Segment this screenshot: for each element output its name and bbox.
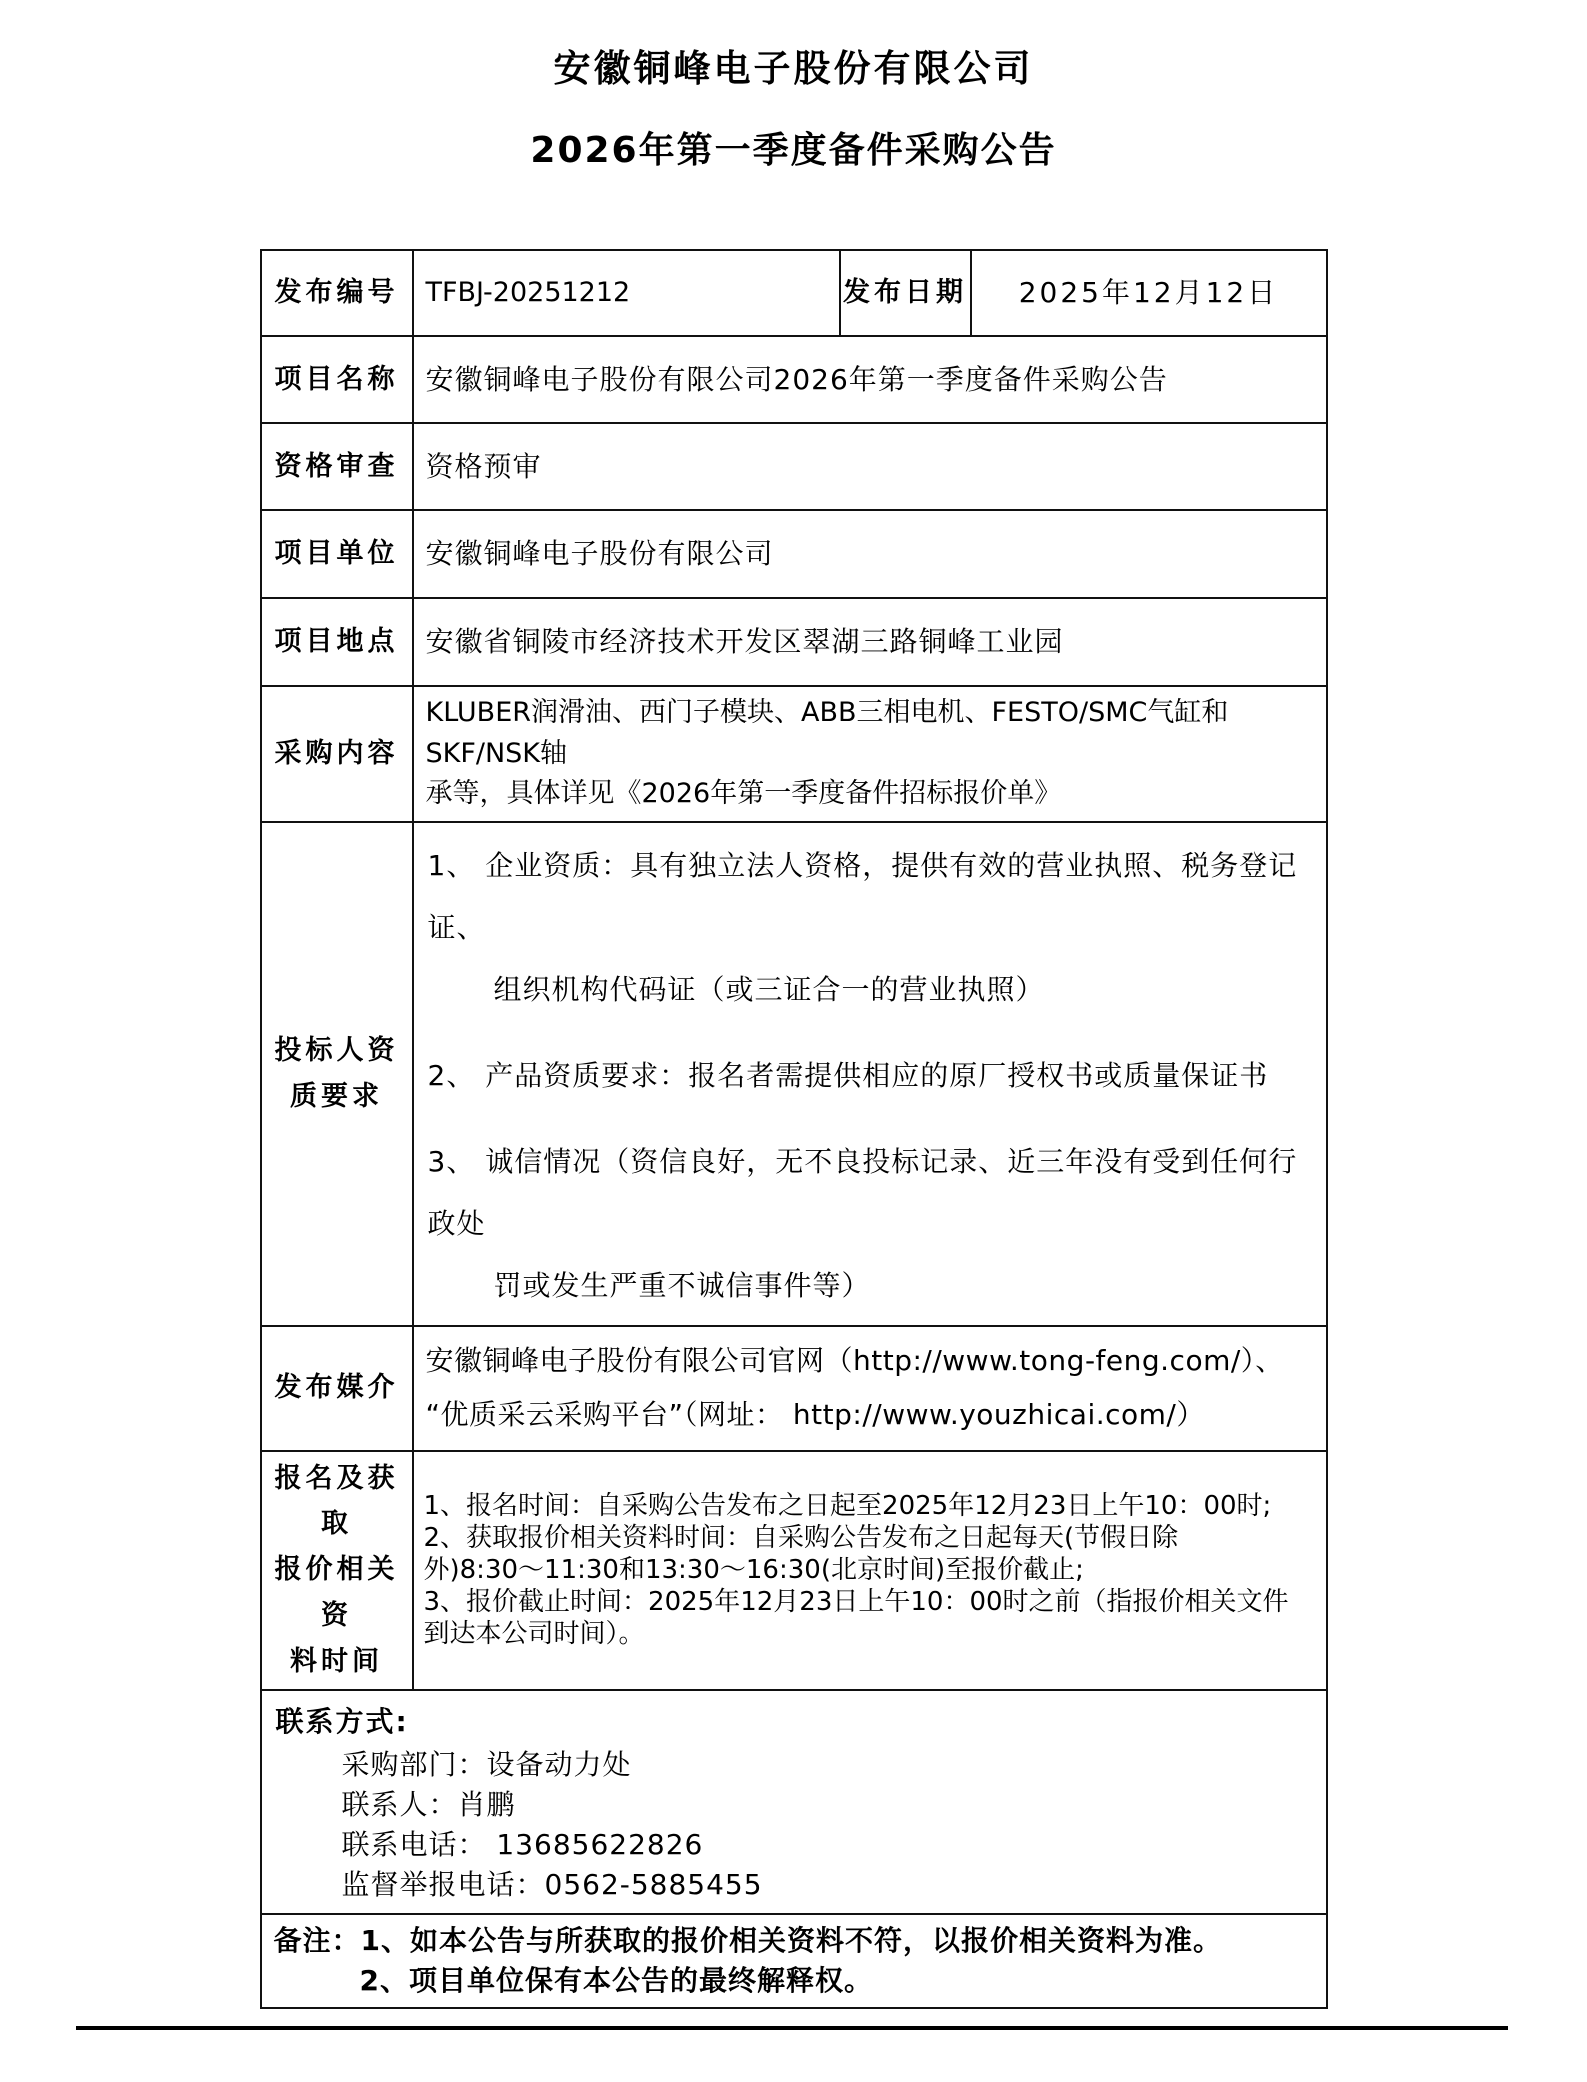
requirement-line: 2、 产品资质要求：报名者需提供相应的原厂授权书或质量保证书 <box>427 1058 1269 1092</box>
row-media <box>261 1326 1327 1451</box>
qualification-review-label: 资格审查 <box>261 423 413 510</box>
announcement-table <box>260 249 1328 2009</box>
contact-department: 采购部门：设备动力处 <box>341 1747 632 1781</box>
media-line: 安徽铜峰电子股份有限公司官网（http://www.tong-feng.com/）、 <box>425 1344 1284 1377</box>
signup-time-content <box>413 1451 1327 1690</box>
requirement-item <box>428 1045 1312 1107</box>
row-remarks <box>261 1914 1327 2008</box>
row-contact <box>261 1690 1327 1914</box>
media-content <box>413 1326 1327 1451</box>
procurement-line: KLUBER润滑油、西门子模块、ABB三相电机、FESTO/SMC气缸和SKF/NSK轴 <box>425 697 1229 769</box>
signup-line: 2、获取报价相关资料时间：自采购公告发布之日起每天(节假日除 <box>423 1523 1179 1554</box>
document-title: 安徽铜峰电子股份有限公司 <box>553 47 1034 90</box>
requirement-item <box>428 835 1312 1021</box>
contact-title: 联系方式: <box>275 1704 409 1738</box>
row-procurement <box>261 686 1327 822</box>
remarks-line: 备注：1、如本公告与所获取的报价相关资料不符，以报价相关资料为准。 <box>273 1923 1222 1957</box>
row-publish <box>261 250 1327 336</box>
procurement-line: 承等，具体详见《2026年第一季度备件招标报价单》 <box>425 778 1062 809</box>
bidder-qualification-label <box>261 822 413 1326</box>
row-project-unit <box>261 510 1327 598</box>
media-line: “优质采云采购平台”（网址： http://www.youzhicai.com/） <box>425 1398 1205 1431</box>
requirement-line: 3、 诚信情况（资信良好，无不良投标记录、近三年没有受到任何行政处 <box>427 1144 1298 1240</box>
publish-no-label: 发布编号 <box>261 250 413 336</box>
publish-date-label: 发布日期 <box>840 250 971 336</box>
page-footer-divider <box>76 2026 1508 2030</box>
project-unit-label: 项目单位 <box>261 510 413 598</box>
media-label: 发布媒介 <box>261 1326 413 1451</box>
document-subtitle: 2026年第一季度备件采购公告 <box>530 130 1057 171</box>
publish-date-value: 2025年12月12日 <box>971 250 1327 336</box>
bidder-qualification-content <box>413 822 1327 1326</box>
publish-no-value: TFBJ-20251212 <box>413 250 840 336</box>
row-signup-time <box>261 1451 1327 1690</box>
requirement-line: 罚或发生严重不诚信事件等） <box>493 1268 871 1302</box>
contact-section <box>261 1690 1327 1914</box>
signup-label-line: 报价相关资 <box>274 1554 399 1632</box>
project-location-value: 安徽省铜陵市经济技术开发区翠湖三路铜峰工业园 <box>413 598 1327 686</box>
row-bidder-qualification <box>261 822 1327 1326</box>
signup-line: 到达本公司时间）。 <box>423 1619 645 1650</box>
requirement-line: 组织机构代码证（或三证合一的营业执照） <box>493 972 1045 1006</box>
procurement-label: 采购内容 <box>261 686 413 822</box>
signup-line: 3、报价截止时间：2025年12月23日上午10：00时之前（指报价相关文件 <box>423 1587 1289 1618</box>
bidder-label-line: 质要求 <box>290 1080 383 1112</box>
signup-line: 外)8:30～11:30和13:30～16:30(北京时间)至报价截止; <box>423 1555 1084 1586</box>
requirement-item <box>428 1131 1312 1317</box>
signup-line: 1、报名时间：自采购公告发布之日起至2025年12月23日上午10：00时; <box>423 1491 1272 1522</box>
signup-label-line: 报名及获取 <box>274 1462 399 1540</box>
contact-supervision-phone: 监督举报电话：0562-5885455 <box>341 1867 763 1901</box>
document-page <box>0 38 1587 2082</box>
row-project-location <box>261 598 1327 686</box>
remarks-section <box>261 1914 1327 2008</box>
requirement-line: 1、 企业资质：具有独立法人资格，提供有效的营业执照、税务登记证、 <box>427 848 1298 944</box>
qualification-review-value: 资格预审 <box>413 423 1327 510</box>
project-location-label: 项目地点 <box>261 598 413 686</box>
bidder-label-line: 投标人资 <box>274 1034 399 1066</box>
project-unit-value: 安徽铜峰电子股份有限公司 <box>413 510 1327 598</box>
signup-time-label <box>261 1451 413 1690</box>
procurement-value <box>413 686 1327 822</box>
contact-person: 联系人：肖鹏 <box>341 1787 516 1821</box>
row-qualification-review <box>261 423 1327 510</box>
contact-phone: 联系电话： 13685622826 <box>341 1827 704 1861</box>
remarks-line: 2、项目单位保有本公告的最终解释权。 <box>359 1963 873 1997</box>
project-name-value: 安徽铜峰电子股份有限公司2026年第一季度备件采购公告 <box>413 336 1327 423</box>
row-project-name <box>261 336 1327 423</box>
signup-label-line: 料时间 <box>290 1646 383 1678</box>
project-name-label: 项目名称 <box>261 336 413 423</box>
